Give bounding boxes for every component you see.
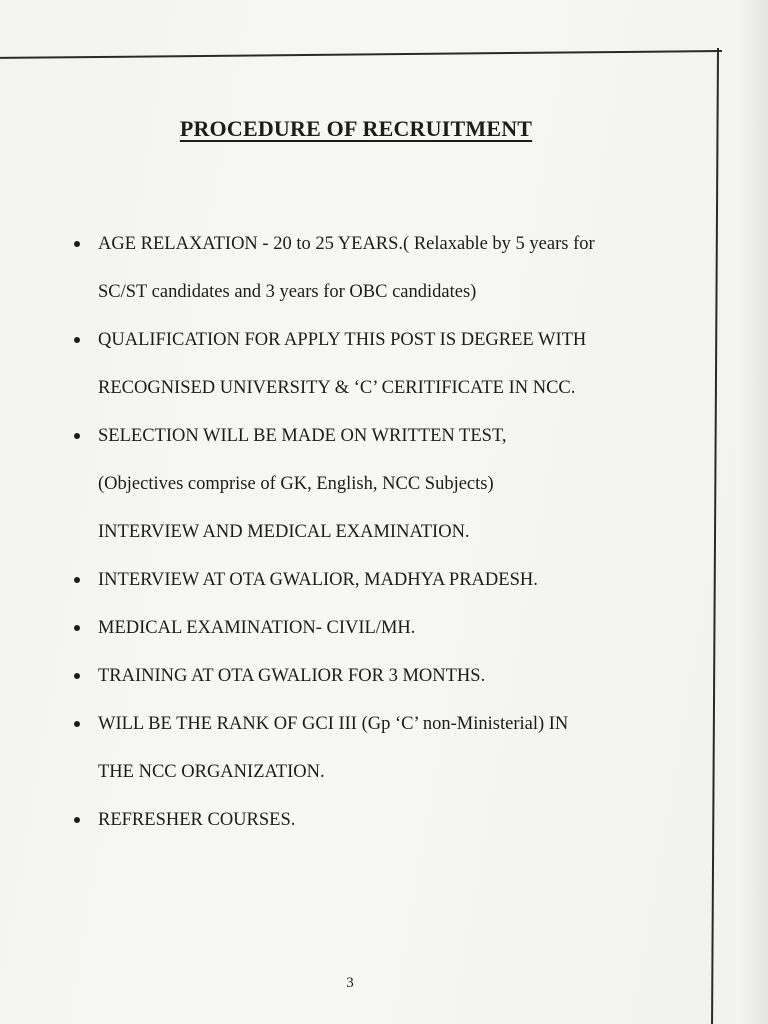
bullet-dot-icon [74,817,80,823]
bullet-dot-icon [74,577,80,583]
bullet-text-line: TRAINING AT OTA GWALIOR FOR 3 MONTHS. [98,666,486,686]
bullet-dot-icon [74,433,80,439]
bullet-text-line: WILL BE THE RANK OF GCI III (Gp ‘C’ non-Ministerial) IN [98,714,569,734]
bullet-item [64,796,694,844]
bullet-item [64,652,694,700]
bullet-text-line: QUALIFICATION FOR APPLY THIS POST IS DEGREE WITH [98,330,587,350]
bullet-text-line: THE NCC ORGANIZATION. [98,762,325,782]
page-title: PROCEDURE OF RECRUITMENT [179,116,533,141]
bullet-dot-icon [74,721,80,727]
bullet-item [64,316,694,412]
bullet-item [64,556,694,604]
page-number: 3 [346,975,354,991]
bullet-text-line: AGE RELAXATION - 20 to 25 YEARS.( Relaxable by 5 years for [98,234,595,254]
bullet-text-line: RECOGNISED UNIVERSITY & ‘C’ CERITIFICATE IN NCC. [98,378,576,398]
bullet-item [64,700,694,796]
bullet-item [64,604,694,652]
page-border-right [711,48,719,1024]
bullet-text-line: MEDICAL EXAMINATION- CIVIL/MH. [98,618,416,638]
bullet-item [64,412,694,556]
page-edge-shadow [736,0,768,1024]
bullet-text-line: REFRESHER COURSES. [98,810,296,830]
bullet-dot-icon [74,337,80,343]
bullet-item [64,220,694,316]
bullet-dot-icon [74,625,80,631]
bullet-text-line: INTERVIEW AND MEDICAL EXAMINATION. [98,522,470,542]
bullet-dot-icon [74,241,80,247]
page-border-top [0,50,722,59]
bullet-text-line: (Objectives comprise of GK, English, NCC Subjects) [98,474,494,494]
bullet-text-line: SELECTION WILL BE MADE ON WRITTEN TEST, [98,426,507,446]
bullet-dot-icon [74,673,80,679]
bullet-text-line: SC/ST candidates and 3 years for OBC candidates) [98,282,477,302]
recruitment-bullet-list [64,220,694,844]
bullet-text-line: INTERVIEW AT OTA GWALIOR, MADHYA PRADESH. [98,570,538,590]
